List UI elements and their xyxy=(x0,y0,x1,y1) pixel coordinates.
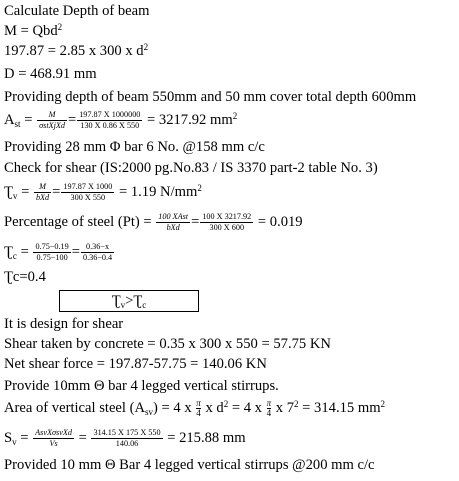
provided-stirrups-text xyxy=(4,456,375,474)
numerator: M xyxy=(37,110,67,121)
fraction xyxy=(37,110,67,131)
exponent: 2 xyxy=(223,399,229,409)
denominator: 130 X 0.86 X 550 xyxy=(80,121,140,130)
text: = 3217.92 mm xyxy=(143,111,233,128)
text: = xyxy=(67,111,77,128)
exponent: 2 xyxy=(294,399,299,409)
pi-fraction xyxy=(196,399,201,418)
text: Ʈ xyxy=(111,293,121,309)
equation-percentage-steel xyxy=(4,212,303,233)
numerator: π xyxy=(266,398,272,409)
text: Net shear force = 197.87-57.75 = 140.06 KN xyxy=(4,356,267,372)
equation-tau-v xyxy=(4,182,202,203)
equation-sv xyxy=(4,428,246,449)
equation-asv xyxy=(4,399,385,418)
heading-calculate-depth xyxy=(4,2,149,20)
text: Ʈc=0.4 xyxy=(4,269,46,285)
exponent: 2 xyxy=(197,182,202,193)
exponent: 2 xyxy=(380,399,386,409)
text: = xyxy=(16,429,33,446)
text: M = Qbd xyxy=(4,23,58,39)
subscript: c xyxy=(142,300,147,310)
denominator: 0.75−100 xyxy=(36,253,68,262)
subscript: c xyxy=(12,250,17,261)
tau-c-value xyxy=(4,268,46,286)
fraction xyxy=(34,182,51,203)
fraction xyxy=(33,428,74,449)
shear-by-concrete-text xyxy=(4,335,331,353)
text: = xyxy=(74,429,91,446)
subscript: v xyxy=(12,436,17,447)
text: Area of vertical steel (A xyxy=(4,400,145,416)
text: >Ʈ xyxy=(125,293,143,309)
text: ) = 4 x xyxy=(153,400,196,416)
text: Ʈ xyxy=(4,183,13,200)
denominator: 0.36−0.4 xyxy=(82,253,113,262)
text: It is design for shear xyxy=(4,316,124,332)
denominator: 4 xyxy=(196,408,201,419)
text: S xyxy=(4,429,13,446)
subscript: sv xyxy=(145,407,154,417)
numerator: π xyxy=(196,398,201,409)
text: Shear taken by concrete = 0.35 x 300 x 550 = 57.75 KN xyxy=(4,336,331,352)
net-shear-text xyxy=(4,355,267,373)
provided-depth-text xyxy=(4,88,416,106)
text: A xyxy=(4,111,15,128)
equation-moment xyxy=(4,22,62,40)
text: = 1.19 N/mm xyxy=(115,183,198,200)
numerator: AsvXσsvXd xyxy=(35,428,72,437)
denominator: 300 X 550 xyxy=(70,193,106,202)
text: Calculate Depth of beam xyxy=(4,3,150,19)
text: Ʈ xyxy=(4,243,13,260)
exponent: 2 xyxy=(57,22,63,32)
denominator: Vs xyxy=(49,439,58,448)
exponent: 2 xyxy=(232,110,238,121)
text: Check for shear (IS:2000 pg.No.83 / IS 3370 part-2 table No. 3) xyxy=(4,160,378,176)
design-for-shear-text xyxy=(4,315,123,333)
provide-stirrups-text xyxy=(4,377,279,395)
numerator: 197.87 X 1000000 xyxy=(79,110,141,119)
numerator: 100 X 3217.92 xyxy=(202,212,252,221)
fraction xyxy=(156,212,190,233)
text: = 4 x xyxy=(228,400,266,416)
text: = 215.88 mm xyxy=(163,429,246,446)
numerator: 0.75−0.19 xyxy=(35,242,69,251)
numerator: 197.87 X 1000 xyxy=(63,182,113,191)
subscript: st xyxy=(14,118,21,129)
subscript: v xyxy=(12,190,18,201)
text: = 0.019 xyxy=(254,213,303,230)
text: = xyxy=(16,243,33,260)
text: x d xyxy=(201,400,224,416)
fraction xyxy=(200,212,253,233)
denominator: σstXjXd xyxy=(39,121,65,130)
depth-result xyxy=(4,65,97,83)
equation-ast xyxy=(4,110,237,131)
denominator: 140.06 xyxy=(115,439,139,448)
text: = xyxy=(52,183,61,200)
text: Providing 28 mm Φ bar 6 No. @158 mm c/c xyxy=(4,139,265,155)
pi-fraction xyxy=(267,399,272,418)
denominator: bXd xyxy=(166,223,180,232)
text: 197.87 = 2.85 x 300 x d xyxy=(4,43,144,59)
denominator: bXd xyxy=(35,193,50,202)
denominator: 300 X 600 xyxy=(209,223,245,232)
numerator: M xyxy=(34,182,51,193)
numerator: 100 XAst xyxy=(158,212,189,221)
text: Provided 10 mm Θ Bar 4 legged vertical stirrups @200 mm c/c xyxy=(4,457,375,473)
denominator: 4 xyxy=(266,408,272,419)
text: x 7 xyxy=(272,400,295,416)
check-shear-heading xyxy=(4,159,378,177)
text: Providing depth of beam 550mm and 50 mm cover total depth 600mm xyxy=(4,89,417,105)
fraction xyxy=(81,242,114,263)
text: = xyxy=(20,111,37,128)
fraction xyxy=(61,182,114,203)
fraction xyxy=(33,242,70,263)
text: D = 468.91 mm xyxy=(4,66,97,82)
shear-comparison-box xyxy=(59,290,199,312)
exponent: 2 xyxy=(143,42,149,52)
text: = xyxy=(17,183,33,200)
equation-tau-c xyxy=(4,242,115,263)
equation-moment-values xyxy=(4,42,148,60)
fraction xyxy=(91,428,162,449)
numerator: 314.15 X 175 X 550 xyxy=(93,428,161,437)
text: = xyxy=(71,243,80,260)
provided-bars-text xyxy=(4,138,265,156)
fraction xyxy=(77,110,142,131)
subscript: v xyxy=(120,300,126,310)
numerator: 0.36−x xyxy=(81,242,114,253)
text: = 314.15 mm xyxy=(298,400,381,416)
text: Percentage of steel (Pt) = xyxy=(4,213,156,230)
text: = xyxy=(191,213,200,230)
text: Provide 10mm Θ bar 4 legged vertical stirrups. xyxy=(4,378,279,394)
